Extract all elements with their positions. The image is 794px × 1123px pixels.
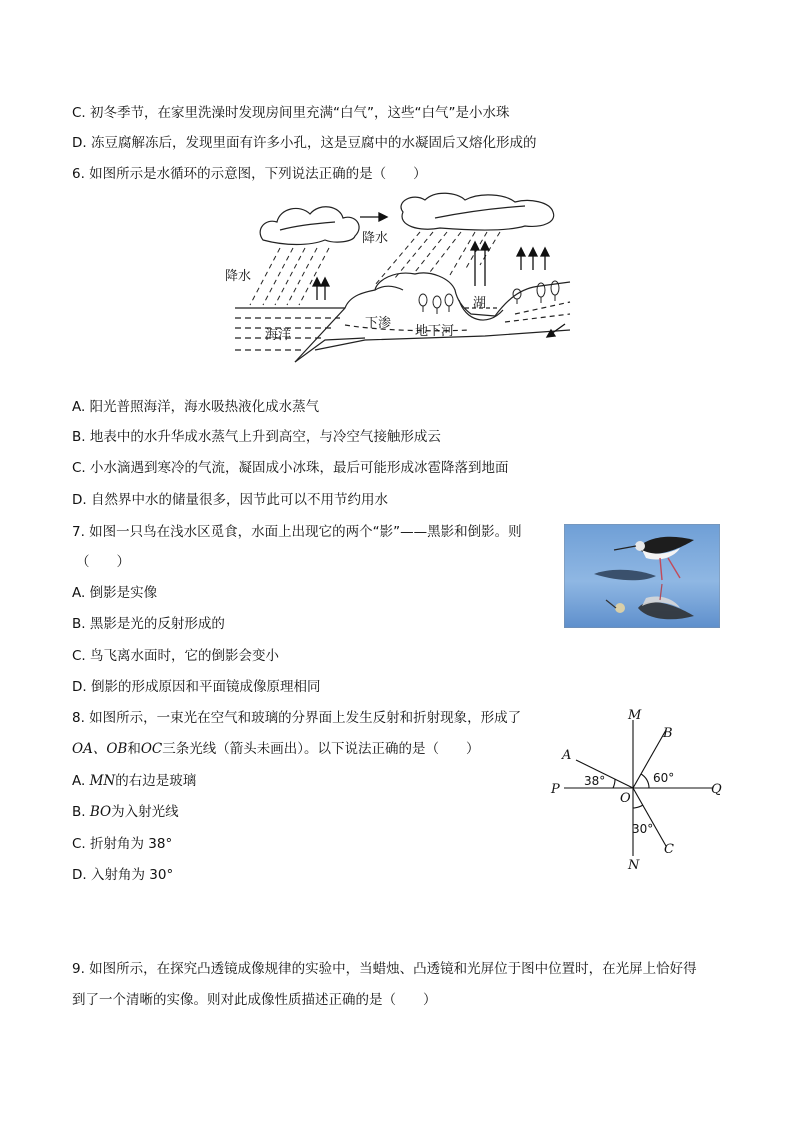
label-b: B [663,726,673,741]
label-m: M [628,708,642,723]
label-lake: 湖 [473,296,487,311]
q8-option-a: A. MN的右边是玻璃 [72,773,197,789]
label-c: C [664,842,674,857]
label-precip-top: 降水 [362,231,389,246]
q6-option-d: D. 自然界中水的储量很多，因节此可以不用节约用水 [72,492,388,508]
q5-option-d: D. 冻豆腐解冻后，发现里面有许多小孔，这是豆腐中的水凝固后又熔化形成的 [72,135,537,151]
q6-option-c: C. 小水滴遇到寒冷的气流，凝固成小冰珠，最后可能形成冰雹降落到地面 [72,460,509,476]
q8-option-c: C. 折射角为 38° [72,836,173,852]
label-ocean: 海洋 [265,328,292,343]
q8-stem-line2: OA、OB和OC三条光线（箭头未画出）。以下说法正确的是（ ） [72,741,480,757]
label-infiltration: 下渗 [365,316,392,331]
q7-option-d: D. 倒影的形成原因和平面镜成像原理相同 [72,679,321,695]
q6-option-a: A. 阳光普照海洋，海水吸热液化成水蒸气 [72,399,320,415]
left-cloud [260,207,359,245]
q8-stem-line1: 8. 如图所示，一束光在空气和玻璃的分界面上发生反射和折射现象，形成了 [72,710,522,726]
q6-option-b: B. 地表中的水升华成水蒸气上升到高空，与冷空气接触形成云 [72,429,441,445]
q7-stem-line2: （ ） [76,554,130,570]
q8-option-b: B. BO为入射光线 [72,804,179,820]
q7-option-a: A. 倒影是实像 [72,585,158,601]
q8-option-d: D. 入射角为 30° [72,867,174,883]
q7-stem-line1: 7. 如图一只鸟在浅水区觅食，水面上出现它的两个“影”——黑影和倒影。则 [72,524,522,540]
label-angle-60: 60° [653,771,675,785]
q8-ray-oc: OC [140,741,163,757]
q6-stem: 6. 如图所示是水循环的示意图，下列说法正确的是（ ） [72,166,427,182]
label-q: Q [711,782,722,797]
q9-stem-line1: 9. 如图所示，在探究凸透镜成像规律的实验中，当蜡烛、凸透镜和光屏位于图中位置时，在光屏上恰好得 [72,961,697,977]
ray-oc [633,788,666,846]
land-outline [295,273,570,362]
refraction-figure [546,706,726,876]
label-a: A [562,748,572,763]
label-precip-left: 降水 [225,269,252,284]
q8-ray-names: OA、OB [72,741,128,757]
label-p: P [551,782,560,797]
label-angle-38: 38° [584,774,606,788]
label-o: O [620,791,631,806]
label-n: N [628,858,640,873]
label-angle-30: 30° [632,822,654,836]
label-underground-river: 地下河 [415,324,455,339]
bird-photo [564,524,720,628]
right-cloud [401,193,554,230]
q9-stem-line2: 到了一个清晰的实像。则对此成像性质描述正确的是（ ） [72,992,437,1008]
water-cycle-figure [225,190,575,370]
q7-option-c: C. 鸟飞离水面时，它的倒影会变小 [72,648,280,664]
q7-option-b: B. 黑影是光的反射形成的 [72,616,225,632]
q5-option-c: C. 初冬季节，在家里洗澡时发现房间里充满“白气”，这些“白气”是小水珠 [72,105,510,121]
